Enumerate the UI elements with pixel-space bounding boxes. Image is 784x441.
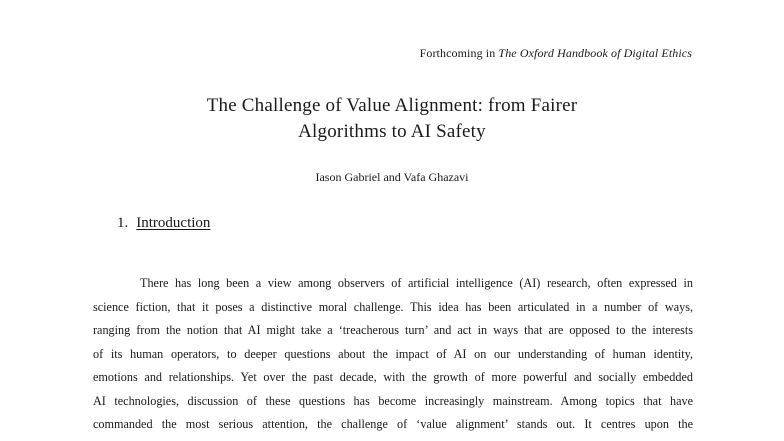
- paragraph-line: ranging from the notion that AI might take a ‘treacherous turn’ and act in ways that are opposed to the interests: [93, 323, 693, 337]
- paragraph-line: commanded the most serious attention, the challenge of ‘value alignment’ stands out. It centres upon the: [93, 417, 693, 431]
- paper-title-line-2: Algorithms to AI Safety: [298, 121, 486, 142]
- author-list: Iason Gabriel and Vafa Ghazavi: [315, 170, 469, 184]
- paragraph-line: AI technologies, discussion of these questions has become increasingly mainstream. Among topics that have: [93, 393, 693, 408]
- paragraph-line: There has long been a view among observers of artificial intelligence (AI) research, often expressed in: [140, 276, 693, 290]
- publication-note: [420, 46, 692, 61]
- body-paragraph: [93, 272, 693, 437]
- publication-title: The Oxford Handbook of Digital Ethics: [498, 46, 692, 60]
- section-number: 1.: [117, 215, 129, 231]
- paper-title-line-1: The Challenge of Value Alignment: from Fairer: [206, 95, 578, 116]
- paper-title: [0, 93, 784, 145]
- section-title: Introduction: [136, 215, 211, 231]
- publication-note-prefix: Forthcoming in: [419, 46, 499, 60]
- section-heading: [117, 215, 210, 232]
- paragraph-line: emotions and relationships. Yet over the past decade, with the growth of more powerful and socially embedded: [93, 370, 693, 384]
- paragraph-line: science fiction, that it poses a distinctive moral challenge. This idea has been articulated in a number of ways,: [93, 299, 693, 314]
- paragraph-line: of its human operators, to deeper questions about the impact of AI on our understanding of human identity,: [93, 346, 693, 361]
